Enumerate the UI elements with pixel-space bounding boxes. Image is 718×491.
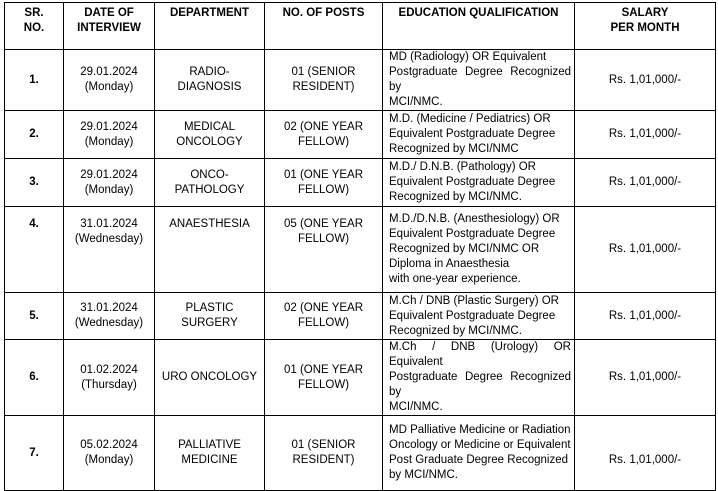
date-cell: 29.01.2024 (Monday)	[64, 159, 155, 207]
header-department: DEPARTMENT	[155, 3, 265, 50]
table-body	[5, 50, 716, 491]
qualification-cell: M.Ch / DNB (Urology) OR Equivalent Postgraduate Degree Recognized by MCI/NMC.	[383, 340, 575, 416]
posts-cell: 02 (ONE YEAR FELLOW)	[265, 293, 383, 340]
table-row	[5, 293, 716, 340]
table-row	[5, 207, 716, 293]
department-cell: ONCO- PATHOLOGY	[155, 159, 265, 207]
salary-cell: Rs. 1,01,000/-	[575, 50, 716, 111]
salary-cell: Rs. 1,01,000/-	[575, 111, 716, 159]
date-cell: 05.02.2024 (Monday)	[64, 416, 155, 491]
department-cell: MEDICAL ONCOLOGY	[155, 111, 265, 159]
sr-no-cell: 1.	[5, 50, 64, 111]
sr-no-cell: 7.	[5, 416, 64, 491]
department-cell: URO ONCOLOGY	[155, 340, 265, 416]
sr-no-cell: 6.	[5, 340, 64, 416]
table-row	[5, 159, 716, 207]
qualification-cell: M.D./D.N.B. (Anesthesiology) OR Equivalent Postgraduate Degree Recognized by MCI/NMC OR Diploma in Anaesthesia with one-year experience.	[383, 207, 575, 293]
posts-cell: 01 (ONE YEAR FELLOW)	[265, 159, 383, 207]
header-date-of-interview: DATE OF INTERVIEW	[64, 3, 155, 50]
sr-no-cell: 2.	[5, 111, 64, 159]
qualification-cell: M.D. (Medicine / Pediatrics) OR Equivalent Postgraduate Degree Recognized by MCI/NMC	[383, 111, 575, 159]
table-row	[5, 340, 716, 416]
sr-no-cell: 4.	[5, 207, 64, 293]
salary-cell: Rs. 1,01,000/-	[575, 207, 716, 293]
department-cell: PLASTIC SURGERY	[155, 293, 265, 340]
qualification-cell: MD (Radiology) OR Equivalent Postgraduate Degree Recognized by MCI/NMC.	[383, 50, 575, 111]
qualification-cell: M.Ch / DNB (Plastic Surgery) OR Equivalent Postgraduate Degree Recognized by MCI/NMC.	[383, 293, 575, 340]
salary-cell: Rs. 1,01,000/-	[575, 416, 716, 491]
date-cell: 01.02.2024 (Thursday)	[64, 340, 155, 416]
recruitment-table-container	[4, 2, 716, 491]
date-cell: 31.01.2024 (Wednesday)	[64, 293, 155, 340]
salary-cell: Rs. 1,01,000/-	[575, 293, 716, 340]
qualification-cell: MD Palliative Medicine or Radiation Oncology or Medicine or Equivalent Post Graduate Degree Recognized by MCI/NMC.	[383, 416, 575, 491]
date-cell: 29.01.2024 (Monday)	[64, 111, 155, 159]
department-cell: ANAESTHESIA	[155, 207, 265, 293]
qualification-cell: M.D./ D.N.B. (Pathology) OR Equivalent Postgraduate Degree Recognized by MCI/NMC.	[383, 159, 575, 207]
posts-cell: 01 (SENIOR RESIDENT)	[265, 416, 383, 491]
department-cell: RADIO-DIAGNOSIS	[155, 50, 265, 111]
header-education-qualification: EDUCATION QUALIFICATION	[383, 3, 575, 50]
date-cell: 29.01.2024 (Monday)	[64, 50, 155, 111]
header-salary: SALARY PER MONTH	[575, 3, 716, 50]
sr-no-cell: 5.	[5, 293, 64, 340]
posts-cell: 02 (ONE YEAR FELLOW)	[265, 111, 383, 159]
table-row	[5, 111, 716, 159]
salary-cell: Rs. 1,01,000/-	[575, 340, 716, 416]
posts-cell: 05 (ONE YEAR FELLOW)	[265, 207, 383, 293]
department-cell: PALLIATIVE MEDICINE	[155, 416, 265, 491]
header-no-of-posts: NO. OF POSTS	[265, 3, 383, 50]
table-row	[5, 50, 716, 111]
header-sr-no: SR. NO.	[5, 3, 64, 50]
date-cell: 31.01.2024 (Wednesday)	[64, 207, 155, 293]
recruitment-table	[4, 2, 716, 491]
sr-no-cell: 3.	[5, 159, 64, 207]
posts-cell: 01 (ONE YEAR FELLOW)	[265, 340, 383, 416]
header-row	[5, 3, 716, 50]
salary-cell: Rs. 1,01,000/-	[575, 159, 716, 207]
posts-cell: 01 (SENIOR RESIDENT)	[265, 50, 383, 111]
table-row	[5, 416, 716, 491]
